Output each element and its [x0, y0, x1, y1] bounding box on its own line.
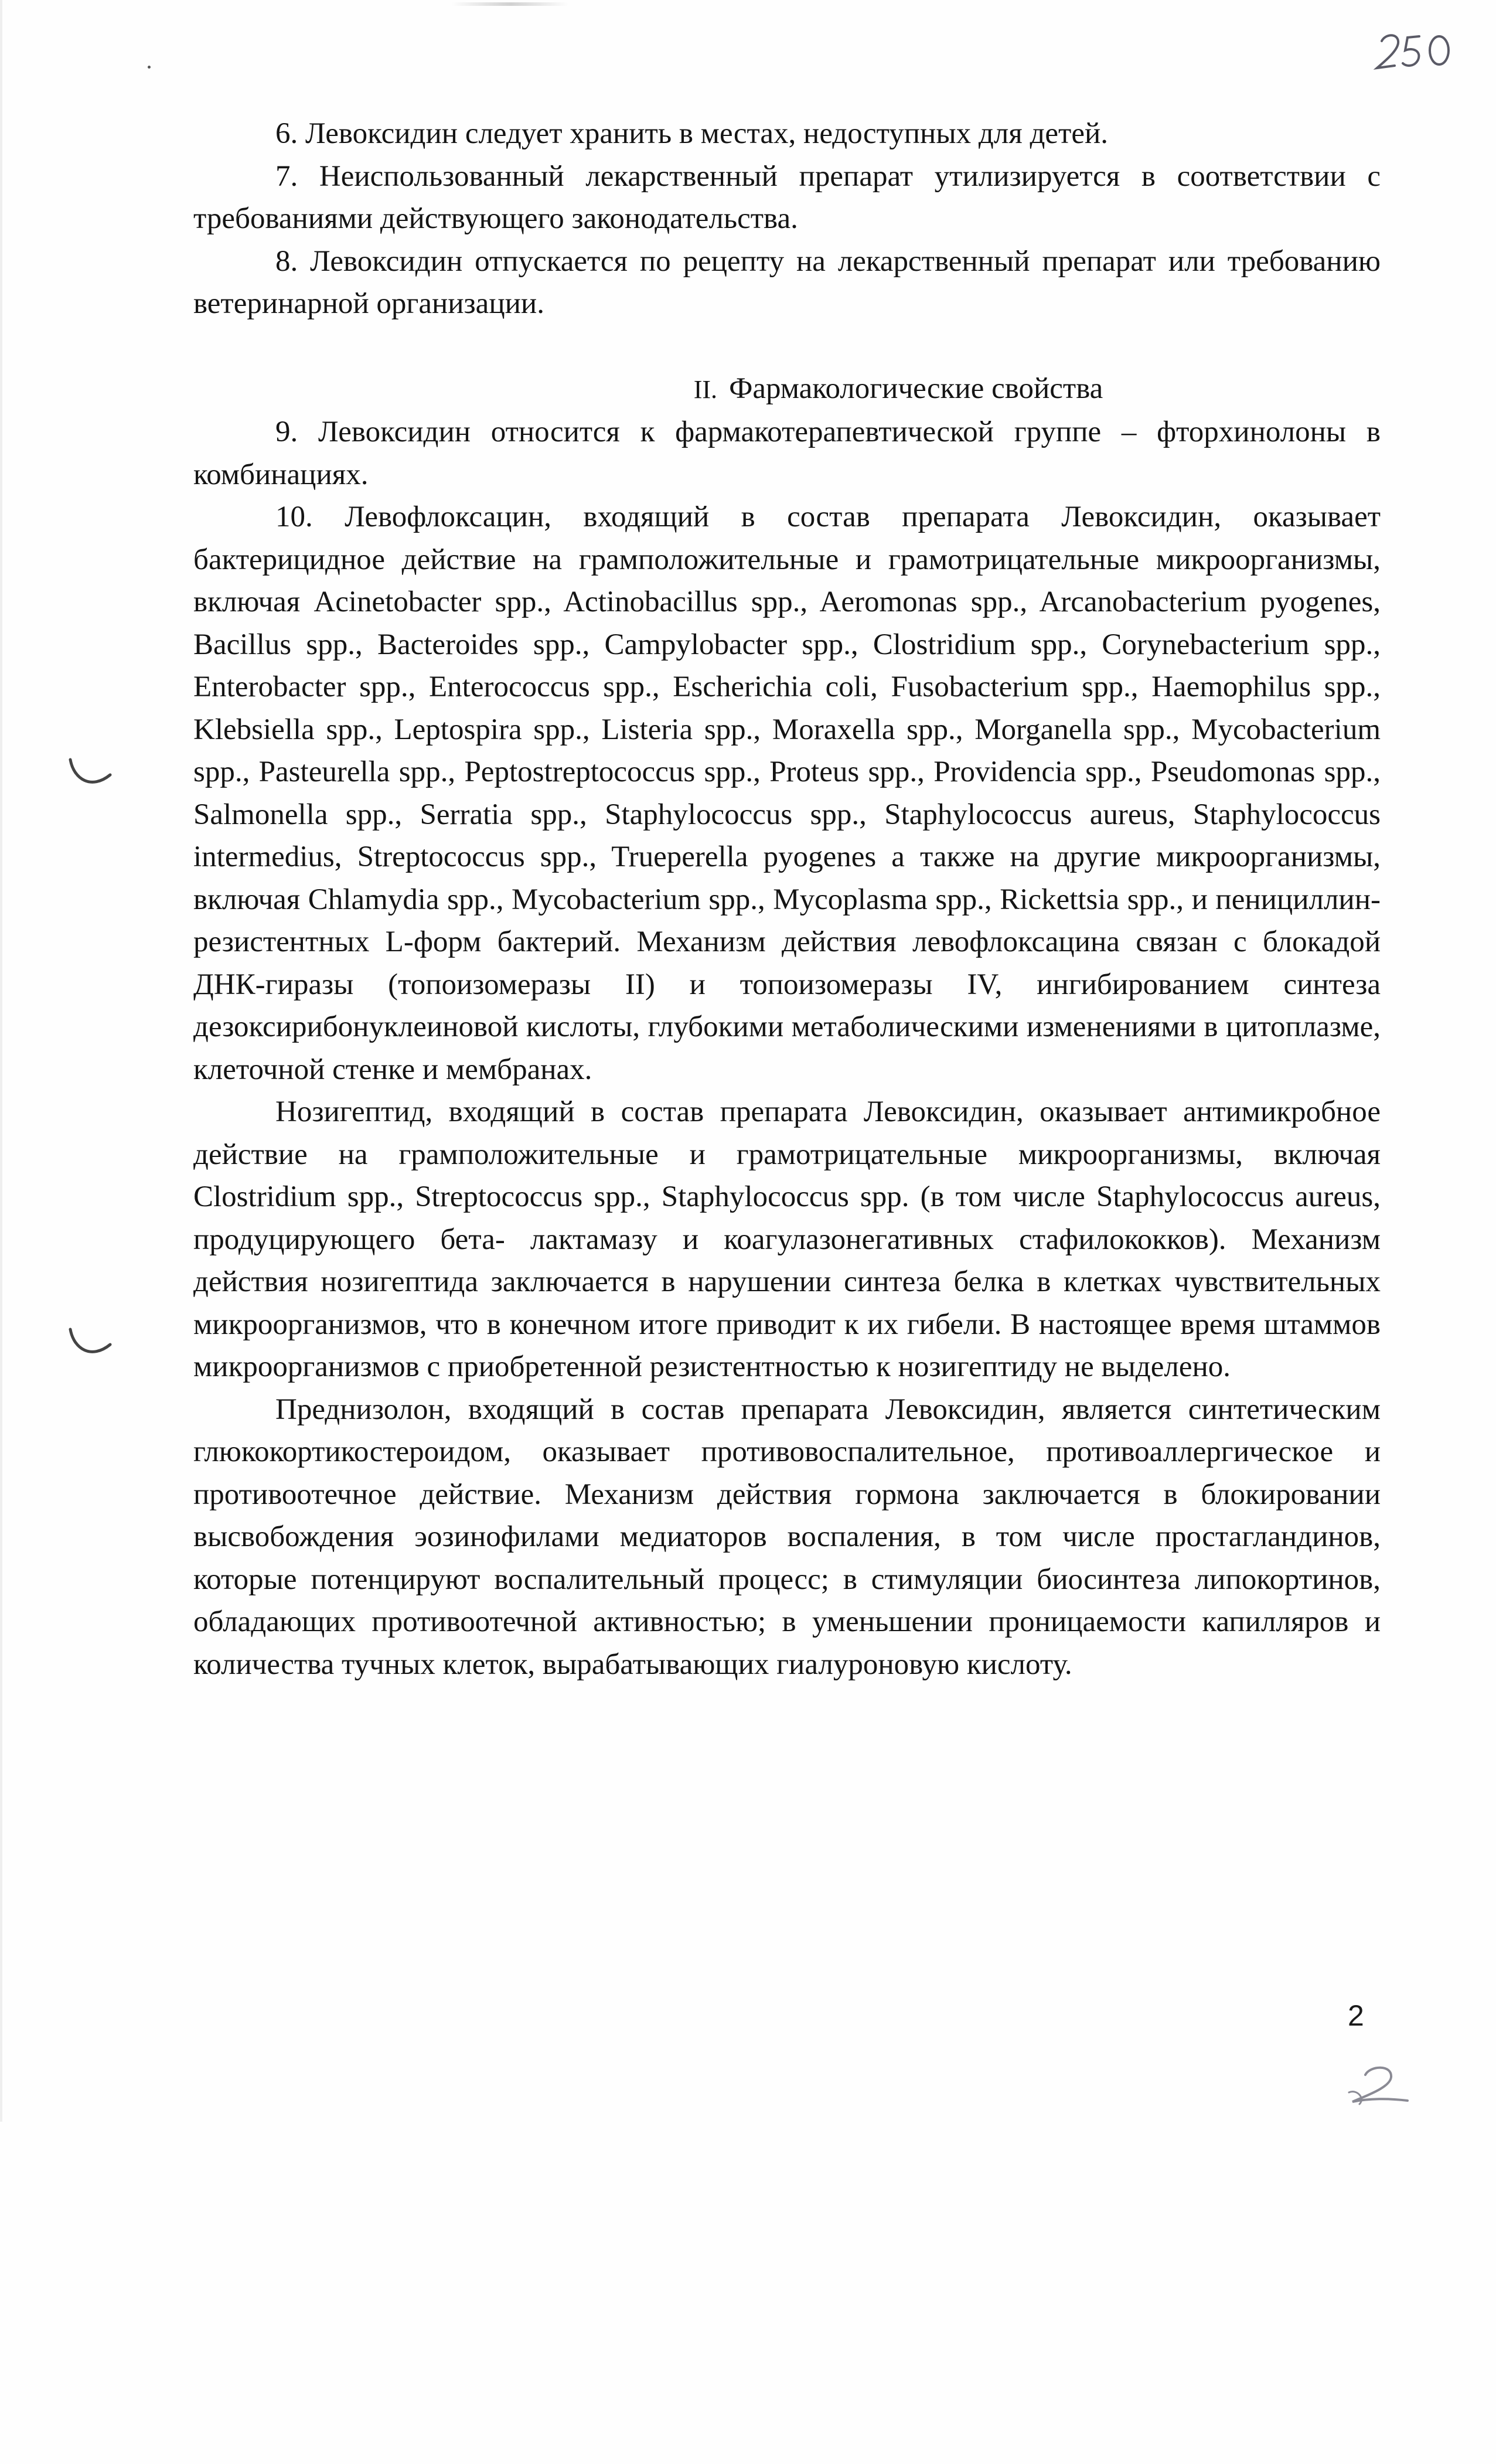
scan-dot — [148, 66, 151, 69]
paragraph-item-8: 8. Левоксидин отпускается по рецепту на лекарственный препарат или требованию ветеринарной организации. — [193, 244, 1381, 320]
hole-punch-mark — [63, 1319, 116, 1371]
section-number: II. — [693, 375, 718, 404]
paragraph-item-10: 10. Левофлоксацин, входящий в состав препарата Левоксидин, оказывает бактерицидное действие на грамположительные и грамотрицательные микроорганизмы, включая Acinetobacter spp., Actinobacillus spp., Aeromonas spp., Arcanobacterium pyogenes, Bacillus spp., Bacteroides spp., Campylobacter spp., Clostridium spp., Corynebacterium spp., Enterobacter spp., Enterococcus spp., Escherichia coli, Fusobacterium spp., Haemophilus spp., Klebsiella spp., Leptospira spp., Listeria spp., Moraxella spp., Morganella spp., Mycobacterium spp., Pasteurella spp., Peptostreptococcus spp., Proteus spp., Providencia spp., Pseudomonas spp., Salmonella spp., Serratia spp., Staphylococcus spp., Staphylococcus aureus, Staphylococcus intermedius, Streptococcus spp., Trueperella pyogenes а также на другие микроорганизмы, включая Chlamydia spp., Mycobacterium spp., Mycoplasma spp., Rickettsia spp., и пенициллин-резистентных L-форм бактерий. Механизм действия левофлоксацина связан с блокадой ДНК-гиразы (топоизомеразы II) и топоизомеразы IV, ингибированием синтеза дезоксирибонуклеиновой кислоты, глубокими метаболическими изменениями в цитоплазме, клеточной стенке и мембранах. — [193, 501, 1381, 1086]
document-body — [193, 113, 1381, 1686]
paragraph-item-9: 9. Левоксидин относится к фармакотерапевтической группе – фторхинолоны в комбинациях. — [193, 416, 1381, 491]
paragraph-item-7: 7. Неиспользованный лекарственный препарат утилизируется в соответствии с требованиями действующего законодательства. — [193, 159, 1381, 235]
paragraph-nosiheptide: Нозигептид, входящий в состав препарата Левоксидин, оказывает антимикробное действие на грамположительные и грамотрицательные микроорганизмы, включая Clostridium spp., Streptococcus spp., Staphylococcus spp. (в том числе Staphylococcus aureus, продуцирующего бета- лактамазу и коагулазонегативных стафилококков). Механизм действия нозигептида заключается в нарушении синтеза белка в клетках чувствительных микроорганизмов, что в конечном итоге приводит к их гибели. В настоящее время штаммов микроорганизмов с приобретенной резистентностью к нозигептиду не выделено. — [193, 1095, 1381, 1383]
scan-edge-shadow — [0, 0, 2, 2122]
section-title: Фармакологические свойства — [729, 372, 1103, 405]
handwritten-page-number — [1342, 2057, 1418, 2110]
scan-mark — [451, 2, 568, 6]
page-number: 2 — [1348, 1999, 1364, 2032]
handwritten-folio-number — [1371, 23, 1459, 76]
hole-punch-mark — [63, 749, 116, 802]
paragraph-item-6: 6. Левоксидин следует хранить в местах, недоступных для детей. — [275, 117, 1109, 150]
paragraph-prednisolone: Преднизолон, входящий в состав препарата Левоксидин, является синтетическим глюкокортикостероидом, оказывает противовоспалительное, противоаллергическое и противоотечное действие. Механизм действия гормона заключается в блокировании высвобождения эозинофилами медиаторов воспаления, в том числе простагландинов, которые потенцируют воспалительный процесс; в стимуляции биосинтеза липокортинов, обладающих противоотечной активностью; в уменьшении проницаемости капилляров и количества тучных клеток, вырабатывающих гиалуроновую кислоту. — [193, 1393, 1381, 1681]
section-heading — [193, 367, 1381, 411]
